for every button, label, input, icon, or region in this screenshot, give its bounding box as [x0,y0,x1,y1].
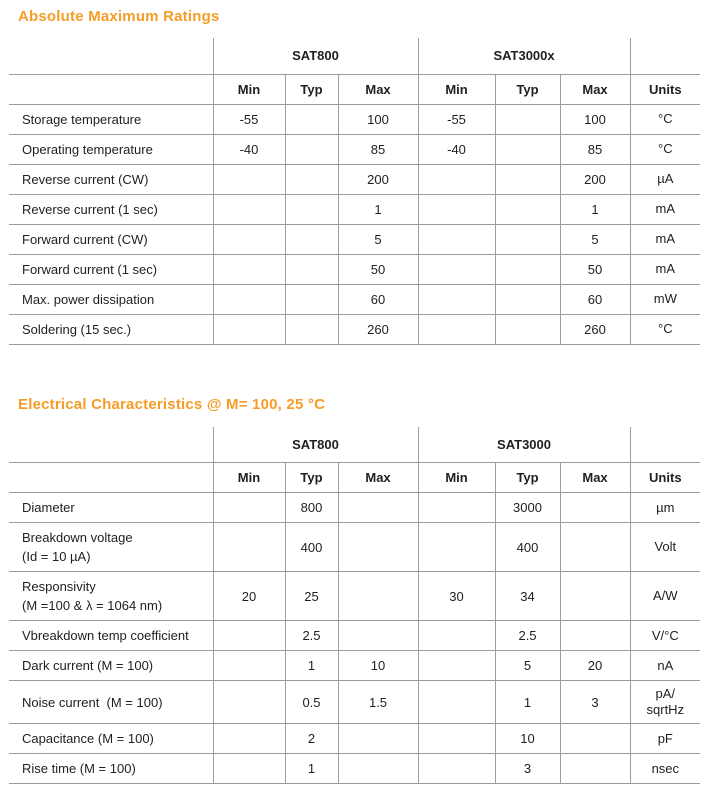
value-cell: 60 [338,284,418,314]
column-header-min: Min [418,74,495,104]
corner-cell [9,427,213,463]
units-cell [630,104,700,134]
value-cell [495,194,560,224]
units-cell [630,314,700,344]
row-label-cell [9,254,213,284]
units-value: mA [655,231,676,246]
row-label-cell [9,284,213,314]
table-row [9,651,700,681]
table-row [9,164,700,194]
column-header-typ: Typ [285,463,338,493]
row-label: Soldering (15 sec.) [22,321,132,337]
electrical-characteristics-table [9,427,700,785]
units-value: °C [658,111,673,126]
value-cell: -40 [213,134,285,164]
value-cell: 2 [285,724,338,754]
group-header-row [9,38,700,74]
value-cell: 400 [495,523,560,572]
value-cell [418,254,495,284]
value-cell [418,681,495,724]
column-header-row [9,463,700,493]
value-cell: 85 [338,134,418,164]
value-cell [418,493,495,523]
value-cell [213,523,285,572]
table-body [9,493,700,784]
units-value: A/W [653,588,678,603]
value-cell [418,651,495,681]
value-cell [213,194,285,224]
units-value: pF [657,730,673,746]
value-cell [560,754,630,784]
row-label: Dark current (M = 100) [22,658,154,673]
row-label-cell [9,224,213,254]
value-cell [338,754,418,784]
value-cell [285,194,338,224]
value-cell [418,621,495,651]
row-label: Responsivity [22,579,96,594]
row-label: Reverse current (CW) [22,171,149,187]
units-value: nA [657,657,674,673]
units-cell [630,651,700,681]
column-header-max: Max [560,463,630,493]
units-cell [630,754,700,784]
value-cell [285,104,338,134]
units-value: °C [658,141,673,156]
row-label: Diameter [22,500,75,515]
value-cell: -55 [418,104,495,134]
value-cell [495,314,560,344]
value-cell: 2.5 [285,621,338,651]
value-cell [418,754,495,784]
units-value: µm [656,499,675,515]
electrical-characteristics-section [9,395,710,785]
column-header-units: Units [630,74,700,104]
value-cell [213,164,285,194]
value-cell: 3 [495,754,560,784]
group-header-row [9,427,700,463]
value-cell [418,523,495,572]
units-cell [630,284,700,314]
value-cell: 20 [560,651,630,681]
row-label-cell [9,104,213,134]
value-cell [560,572,630,621]
column-header-row [9,74,700,104]
value-cell [560,523,630,572]
value-cell [495,164,560,194]
value-cell: 100 [560,104,630,134]
value-cell: 10 [338,651,418,681]
value-cell [495,254,560,284]
units-value: nsec [651,760,680,776]
units-column-top-cell [630,38,700,74]
row-label: Capacitance (M = 100) [22,731,154,746]
column-header-typ: Typ [285,74,338,104]
value-cell [213,254,285,284]
table-row [9,194,700,224]
value-cell [495,104,560,134]
corner-cell [9,38,213,74]
table-row [9,134,700,164]
row-label: Max. power dissipation [22,291,155,307]
row-label-cell [9,754,213,784]
value-cell [213,493,285,523]
column-header-max: Max [560,74,630,104]
table-row [9,724,700,754]
row-label-cell [9,523,213,572]
units-value: °C [658,321,673,336]
value-cell [213,224,285,254]
row-label-line2: (Id = 10 µA) [22,549,91,564]
value-cell: 10 [495,724,560,754]
section-title-absolute-maximum-ratings: Absolute Maximum Ratings [18,8,220,25]
value-cell: 200 [560,164,630,194]
value-cell: 34 [495,572,560,621]
value-cell: 0.5 [285,681,338,724]
value-cell [495,134,560,164]
value-cell [418,194,495,224]
value-cell: 1 [495,681,560,724]
table-row [9,493,700,523]
value-cell [418,724,495,754]
value-cell: -40 [418,134,495,164]
row-label-cell [9,194,213,224]
units-cell [630,572,700,621]
units-cell [630,724,700,754]
value-cell: 25 [285,572,338,621]
value-cell: 100 [338,104,418,134]
column-header-max: Max [338,74,418,104]
corner-cell [9,74,213,104]
value-cell [418,284,495,314]
row-label: Reverse current (1 sec) [22,201,158,217]
table-row [9,621,700,651]
value-cell: 3 [560,681,630,724]
value-cell [338,523,418,572]
units-cell [630,254,700,284]
corner-cell [9,463,213,493]
table-row [9,224,700,254]
value-cell [213,284,285,314]
value-cell [495,284,560,314]
units-cell [630,493,700,523]
units-value: µA [657,171,674,186]
units-cell [630,224,700,254]
row-label-cell [9,681,213,724]
value-cell: -55 [213,104,285,134]
units-value-line2: sqrtHz [646,702,685,717]
value-cell: 260 [338,314,418,344]
value-cell [285,314,338,344]
value-cell [418,314,495,344]
value-cell [338,572,418,621]
value-cell: 260 [560,314,630,344]
value-cell [213,681,285,724]
value-cell [338,724,418,754]
value-cell [495,224,560,254]
row-label-cell [9,134,213,164]
value-cell [338,621,418,651]
value-cell: 50 [560,254,630,284]
group-header-sat3000: SAT3000 [418,427,630,463]
row-label-cell [9,572,213,621]
row-label: Storage temperature [22,111,142,127]
value-cell: 20 [213,572,285,621]
table-row [9,754,700,784]
value-cell: 1 [285,651,338,681]
value-cell [285,164,338,194]
value-cell: 60 [560,284,630,314]
value-cell: 5 [338,224,418,254]
value-cell [285,134,338,164]
row-label-cell [9,164,213,194]
table-row [9,572,700,621]
table-row [9,314,700,344]
value-cell: 3000 [495,493,560,523]
group-header-sat800: SAT800 [213,427,418,463]
value-cell [213,314,285,344]
value-cell: 1 [285,754,338,784]
column-header-min: Min [213,463,285,493]
units-cell [630,681,700,724]
value-cell: 50 [338,254,418,284]
value-cell: 800 [285,493,338,523]
group-header-sat800: SAT800 [213,38,418,74]
row-label: Operating temperature [22,141,153,157]
value-cell: 200 [338,164,418,194]
value-cell [418,224,495,254]
column-header-max: Max [338,463,418,493]
row-label-cell [9,621,213,651]
value-cell [213,724,285,754]
units-value: mA [655,261,676,276]
value-cell [338,493,418,523]
value-cell [285,284,338,314]
table-row [9,523,700,572]
value-cell [285,254,338,284]
value-cell: 85 [560,134,630,164]
row-label-cell [9,724,213,754]
row-label: Vbreakdown temp coefficient [22,628,189,643]
table-row [9,284,700,314]
value-cell: 1 [560,194,630,224]
value-cell: 400 [285,523,338,572]
value-cell [213,651,285,681]
table-row [9,104,700,134]
value-cell [560,621,630,651]
table-row [9,254,700,284]
row-label-cell [9,493,213,523]
column-header-typ: Typ [495,463,560,493]
value-cell: 1.5 [338,681,418,724]
units-cell [630,523,700,572]
table-row [9,681,700,724]
value-cell [560,493,630,523]
value-cell: 5 [560,224,630,254]
row-label: Forward current (CW) [22,231,148,247]
row-label: Forward current (1 sec) [22,261,158,277]
absolute-maximum-ratings-table [9,38,700,345]
section-title-electrical-characteristics: Electrical Characteristics @ M= 100, 25 °C [18,395,326,413]
row-label: Noise current (M = 100) [22,694,163,710]
row-label: Rise time (M = 100) [22,761,136,776]
column-header-units: Units [630,463,700,493]
value-cell: 30 [418,572,495,621]
value-cell: 5 [495,651,560,681]
row-label-cell [9,314,213,344]
units-value: mW [653,291,677,306]
value-cell [560,724,630,754]
column-header-min: Min [418,463,495,493]
units-column-top-cell [630,427,700,463]
units-value: mA [655,201,676,216]
value-cell: 2.5 [495,621,560,651]
value-cell: 1 [338,194,418,224]
value-cell [213,754,285,784]
units-cell [630,164,700,194]
units-cell [630,134,700,164]
units-value: V/°C [651,627,679,643]
row-label-cell [9,651,213,681]
absolute-maximum-ratings-section [9,7,710,345]
value-cell [285,224,338,254]
row-label: Breakdown voltage [22,530,133,545]
value-cell [418,164,495,194]
column-header-typ: Typ [495,74,560,104]
value-cell [213,621,285,651]
units-cell [630,194,700,224]
units-value: pA/ [655,686,676,701]
column-header-min: Min [213,74,285,104]
row-label-line2: (M =100 & λ = 1064 nm) [22,598,163,613]
units-cell [630,621,700,651]
group-header-sat3000x: SAT3000x [418,38,630,74]
units-value: Volt [654,539,677,554]
table-body [9,104,700,344]
